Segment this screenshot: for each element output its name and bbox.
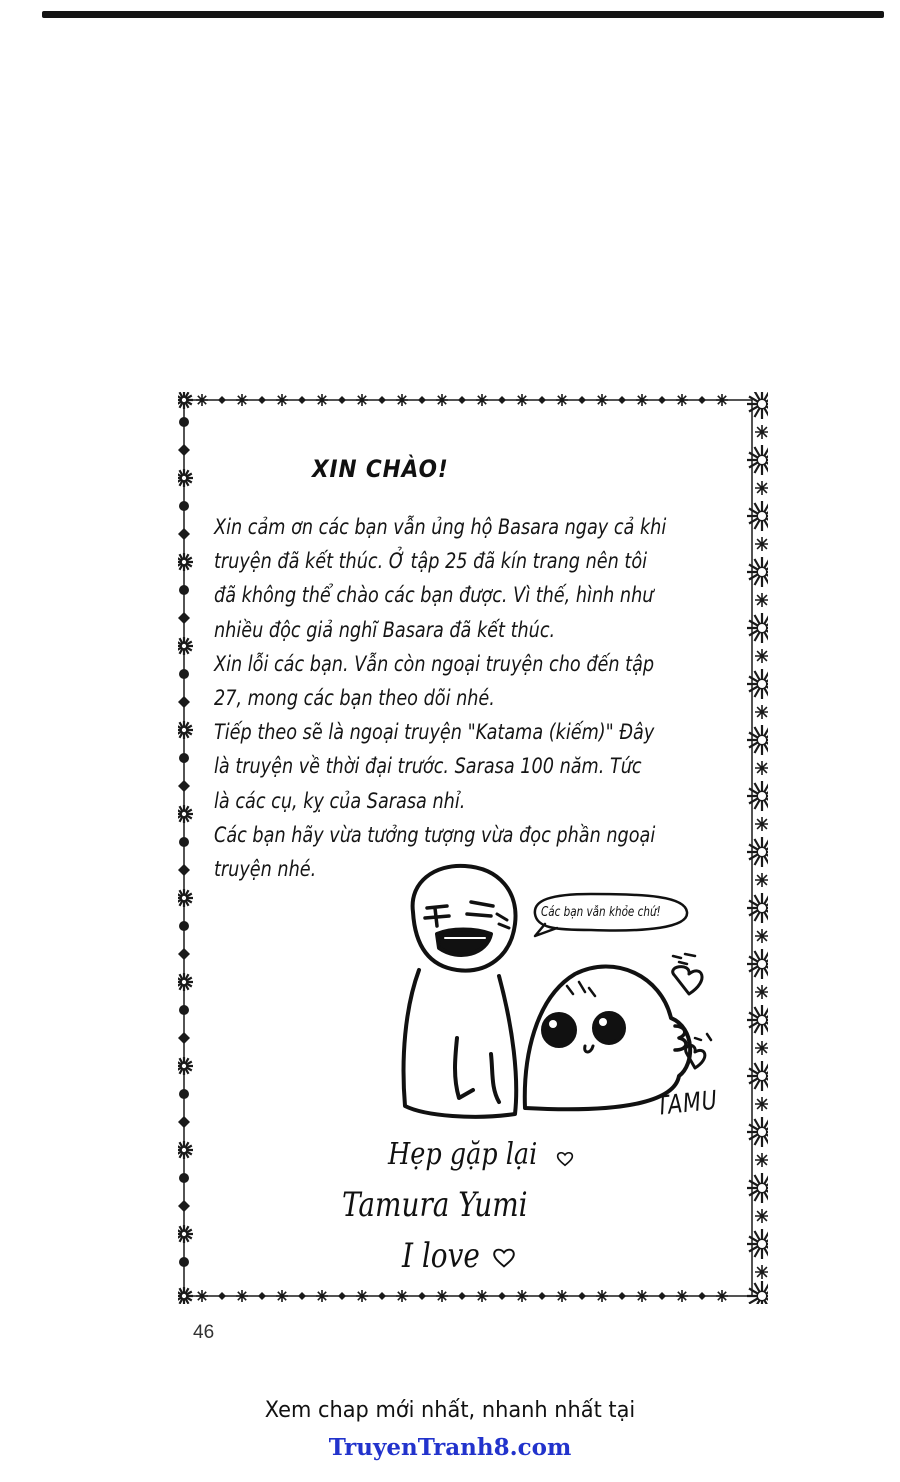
page-number: 46 bbox=[193, 1322, 215, 1343]
bead-ornament bbox=[179, 585, 189, 595]
flower-center bbox=[181, 811, 187, 817]
diamond-ornament bbox=[338, 396, 346, 404]
flower-center bbox=[181, 1293, 187, 1299]
diamond-ornament bbox=[178, 444, 190, 456]
note-line: là truyện về thời đại trước. Sarasa 100 năm. Tức bbox=[214, 754, 642, 779]
diamond-ornament bbox=[298, 1292, 306, 1300]
diamond-ornament bbox=[218, 1292, 226, 1300]
diamond-ornament bbox=[178, 528, 190, 540]
heart-outline-icon bbox=[492, 1246, 516, 1274]
bead-ornament bbox=[179, 417, 189, 427]
speech-bubble-text: Các bạn vẫn khỏe chứ! bbox=[541, 905, 661, 920]
bead-ornament bbox=[179, 921, 189, 931]
star-ornament bbox=[636, 394, 648, 406]
bead-ornament bbox=[179, 1173, 189, 1183]
bead-ornament bbox=[179, 501, 189, 511]
doodle-illustration bbox=[395, 858, 755, 1126]
note-line: 27, mong các bạn theo dõi nhé. bbox=[214, 686, 495, 711]
diamond-ornament bbox=[258, 396, 266, 404]
diamond-ornament bbox=[178, 1200, 190, 1212]
star-ornament bbox=[755, 873, 768, 887]
flower-center bbox=[757, 511, 767, 521]
flower-center bbox=[181, 1063, 187, 1069]
star-ornament bbox=[196, 394, 208, 406]
diamond-ornament bbox=[498, 396, 506, 404]
star-ornament bbox=[556, 394, 568, 406]
diamond-ornament bbox=[538, 396, 546, 404]
star-ornament bbox=[755, 985, 768, 999]
diamond-ornament bbox=[418, 1292, 426, 1300]
flower-center bbox=[181, 559, 187, 565]
star-ornament bbox=[596, 1290, 608, 1302]
flower-center bbox=[757, 623, 767, 633]
flower-center bbox=[757, 1183, 767, 1193]
star-ornament bbox=[396, 394, 408, 406]
star-ornament bbox=[396, 1290, 408, 1302]
star-ornament bbox=[755, 425, 768, 439]
star-ornament bbox=[196, 1290, 208, 1302]
closing-author-name: Tamura Yumi bbox=[342, 1185, 528, 1225]
diamond-ornament bbox=[698, 1292, 706, 1300]
diamond-ornament bbox=[578, 396, 586, 404]
note-title: XIN CHÀO! bbox=[312, 455, 449, 483]
star-ornament bbox=[476, 394, 488, 406]
character-grin bbox=[437, 930, 491, 956]
diamond-ornament bbox=[458, 1292, 466, 1300]
star-ornament bbox=[636, 1290, 648, 1302]
flower-center bbox=[757, 1239, 767, 1249]
flower-center bbox=[757, 1291, 767, 1301]
note-line: Xin lỗi các bạn. Vẫn còn ngoại truyện cho đến tập bbox=[214, 651, 655, 676]
star-ornament bbox=[755, 1153, 768, 1167]
diamond-ornament bbox=[178, 612, 190, 624]
closing-i-love: I love bbox=[402, 1236, 480, 1276]
star-ornament bbox=[436, 394, 448, 406]
star-ornament bbox=[316, 394, 328, 406]
star-ornament bbox=[596, 394, 608, 406]
star-ornament bbox=[755, 593, 768, 607]
closing-farewell: Hẹp gặp lại bbox=[388, 1137, 538, 1172]
star-ornament bbox=[716, 1290, 728, 1302]
note-line: Tiếp theo sẽ là ngoại truyện "Katama (kiếm)" Đây bbox=[214, 720, 655, 745]
bead-ornament bbox=[179, 1257, 189, 1267]
star-ornament bbox=[755, 1041, 768, 1055]
bead-ornament bbox=[179, 1005, 189, 1015]
diamond-ornament bbox=[178, 864, 190, 876]
flower-center bbox=[757, 1071, 767, 1081]
promo-site-link[interactable]: TruyenTranh8.com bbox=[328, 1434, 572, 1461]
diamond-ornament bbox=[178, 1116, 190, 1128]
diamond-ornament bbox=[498, 1292, 506, 1300]
note-line: nhiều độc giả nghĩ Basara đã kết thúc. bbox=[214, 617, 556, 642]
note-line: đã không thể chào các bạn được. Vì thế, hình như bbox=[214, 583, 654, 608]
star-ornament bbox=[755, 1097, 768, 1111]
star-ornament bbox=[755, 817, 768, 831]
diamond-ornament bbox=[658, 396, 666, 404]
star-ornament bbox=[276, 1290, 288, 1302]
diamond-ornament bbox=[418, 396, 426, 404]
flower-center bbox=[181, 475, 187, 481]
top-rule bbox=[42, 11, 884, 18]
note-line: Xin cảm ơn các bạn vẫn ủng hộ Basara ngay cả khi bbox=[214, 515, 667, 539]
flower-center bbox=[757, 959, 767, 969]
flower-center bbox=[757, 903, 767, 913]
flower-center bbox=[181, 895, 187, 901]
bead-ornament bbox=[179, 669, 189, 679]
star-ornament bbox=[516, 394, 528, 406]
flower-center bbox=[181, 979, 187, 985]
flower-center bbox=[181, 643, 187, 649]
star-ornament bbox=[755, 705, 768, 719]
star-ornament bbox=[755, 929, 768, 943]
star-ornament bbox=[676, 394, 688, 406]
diamond-ornament bbox=[578, 1292, 586, 1300]
diamond-ornament bbox=[298, 396, 306, 404]
diamond-ornament bbox=[258, 1292, 266, 1300]
star-ornament bbox=[755, 1209, 768, 1223]
star-ornament bbox=[516, 1290, 528, 1302]
note-body bbox=[214, 510, 724, 886]
diamond-ornament bbox=[178, 948, 190, 960]
doodle-signature: TAMU bbox=[655, 1085, 720, 1122]
star-ornament bbox=[276, 394, 288, 406]
diamond-ornament bbox=[538, 1292, 546, 1300]
star-ornament bbox=[755, 537, 768, 551]
diamond-ornament bbox=[178, 696, 190, 708]
bead-ornament bbox=[179, 1089, 189, 1099]
flower-center bbox=[757, 847, 767, 857]
flower-center bbox=[181, 727, 187, 733]
flower-center bbox=[181, 1231, 187, 1237]
note-line: Các bạn hãy vừa tưởng tượng vừa đọc phần ngoại bbox=[214, 822, 656, 847]
flower-center bbox=[181, 1147, 187, 1153]
flower-center bbox=[757, 735, 767, 745]
star-ornament bbox=[316, 1290, 328, 1302]
flower-center bbox=[757, 1015, 767, 1025]
diamond-ornament bbox=[378, 1292, 386, 1300]
promo-text: Xem chap mới nhất, nhanh nhất tại bbox=[264, 1398, 636, 1423]
flower-center bbox=[757, 791, 767, 801]
star-ornament bbox=[476, 1290, 488, 1302]
note-line: truyện nhé. bbox=[214, 857, 317, 882]
diamond-ornament bbox=[618, 1292, 626, 1300]
flower-center bbox=[757, 399, 767, 409]
bead-ornament bbox=[179, 753, 189, 763]
star-ornament bbox=[356, 1290, 368, 1302]
diamond-ornament bbox=[178, 780, 190, 792]
diamond-ornament bbox=[218, 396, 226, 404]
flower-center bbox=[757, 567, 767, 577]
star-ornament bbox=[755, 761, 768, 775]
diamond-ornament bbox=[178, 1032, 190, 1044]
star-ornament bbox=[356, 394, 368, 406]
flower-center bbox=[757, 455, 767, 465]
note-line: là các cụ, kỵ của Sarasa nhỉ. bbox=[214, 788, 466, 813]
star-ornament bbox=[676, 1290, 688, 1302]
star-ornament bbox=[236, 1290, 248, 1302]
star-ornament bbox=[755, 481, 768, 495]
star-ornament bbox=[755, 649, 768, 663]
diamond-ornament bbox=[658, 1292, 666, 1300]
diamond-ornament bbox=[338, 1292, 346, 1300]
star-ornament bbox=[436, 1290, 448, 1302]
flower-center bbox=[757, 1127, 767, 1137]
diamond-ornament bbox=[458, 396, 466, 404]
heart-outline-icon bbox=[556, 1150, 574, 1172]
diamond-ornament bbox=[618, 396, 626, 404]
note-line: truyện đã kết thúc. Ở tập 25 đã kín trang nên tôi bbox=[214, 549, 648, 574]
star-ornament bbox=[236, 394, 248, 406]
diamond-ornament bbox=[378, 396, 386, 404]
diamond-ornament bbox=[698, 396, 706, 404]
flower-center bbox=[757, 679, 767, 689]
star-ornament bbox=[755, 1265, 768, 1279]
star-ornament bbox=[556, 1290, 568, 1302]
bead-ornament bbox=[179, 837, 189, 847]
star-ornament bbox=[716, 394, 728, 406]
flower-center bbox=[181, 397, 187, 403]
